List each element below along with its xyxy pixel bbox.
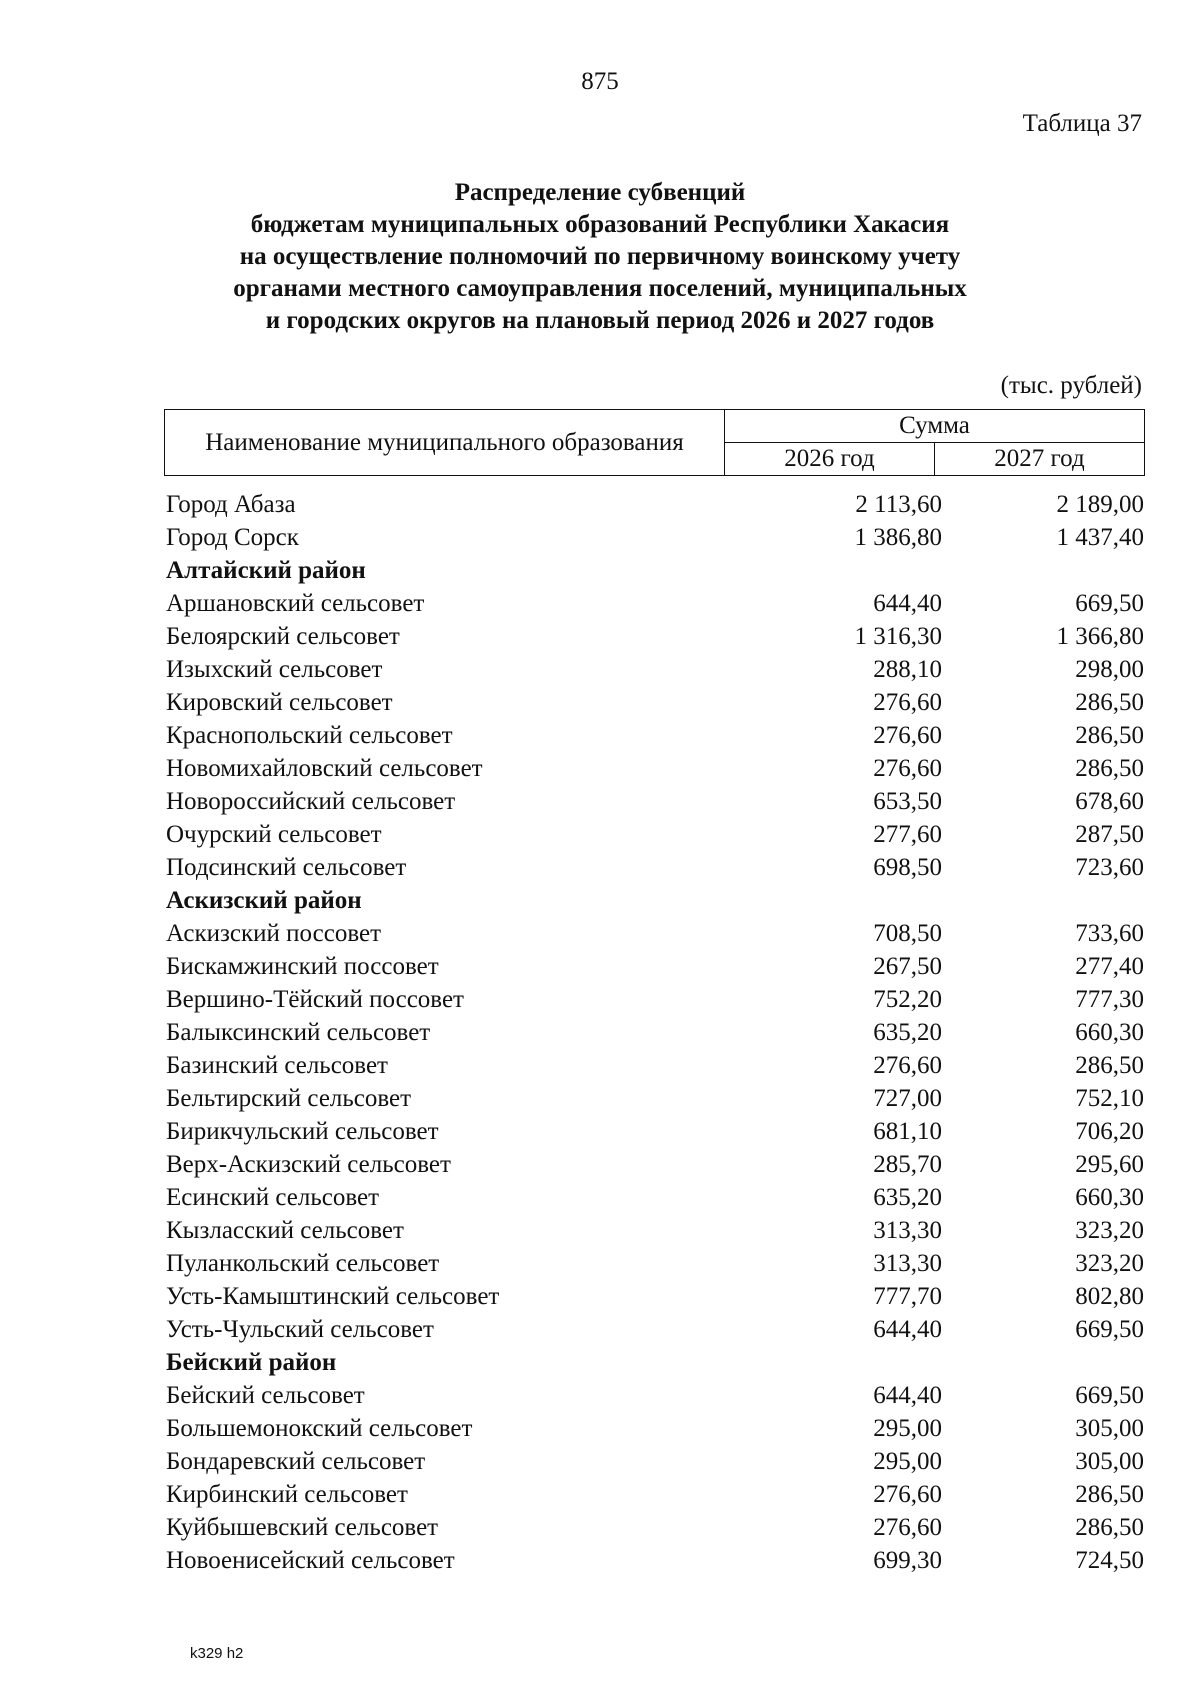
- footer-code: k329 h2: [190, 1645, 244, 1662]
- table-header: [164, 409, 1145, 476]
- table-row: [166, 1311, 1144, 1344]
- value-2027: 305,00: [1075, 1448, 1144, 1475]
- value-2026: 2 113,60: [855, 491, 942, 518]
- table-row: [166, 486, 1144, 519]
- municipality-name: Новороссийский сельсовет: [166, 788, 456, 815]
- value-2027: 286,50: [1075, 1481, 1144, 1508]
- title-line: бюджетам муниципальных образований Республики Хакасия: [250, 211, 950, 238]
- table-row: [166, 915, 1144, 948]
- value-2026: 276,60: [873, 689, 942, 716]
- value-2027: 323,20: [1075, 1217, 1144, 1244]
- municipality-name: Бирикчульский сельсовет: [166, 1118, 439, 1145]
- table-row: [166, 981, 1144, 1014]
- municipality-name: Усть-Камыштинский сельсовет: [166, 1283, 500, 1310]
- municipality-name: Бондаревский сельсовет: [166, 1448, 426, 1475]
- value-2026: 644,40: [873, 1382, 942, 1409]
- value-2026: 276,60: [873, 1514, 942, 1541]
- table-row: [166, 651, 1144, 684]
- table-label: Таблица 37: [1022, 110, 1142, 137]
- value-2026: 277,60: [873, 821, 942, 848]
- value-2026: 644,40: [873, 1316, 942, 1343]
- table-row: [166, 1377, 1144, 1410]
- value-2026: 295,00: [873, 1415, 942, 1442]
- district-name: Бейский район: [166, 1349, 337, 1376]
- value-2027: 2 189,00: [1056, 491, 1144, 518]
- table-row: [166, 1278, 1144, 1311]
- value-2026: 276,60: [873, 755, 942, 782]
- municipality-name: Вершино-Тёйский поссовет: [166, 986, 464, 1013]
- municipality-name: Верх-Аскизский сельсовет: [166, 1151, 451, 1178]
- district-heading-row: [166, 1344, 1144, 1377]
- municipality-name: Кировский сельсовет: [166, 689, 393, 716]
- value-2027: 669,50: [1075, 1316, 1144, 1343]
- table-row: [166, 783, 1144, 816]
- table-row: [166, 1509, 1144, 1542]
- value-2027: 1 366,80: [1056, 623, 1144, 650]
- value-2027: 660,30: [1075, 1184, 1144, 1211]
- title-line: на осуществление полномочий по первичному воинскому учету: [239, 243, 961, 270]
- value-2027: 1 437,40: [1056, 524, 1144, 551]
- municipality-name: Подсинский сельсовет: [166, 854, 407, 881]
- table-row: [166, 717, 1144, 750]
- table-row: [166, 1047, 1144, 1080]
- table-row: [166, 750, 1144, 783]
- header-year-2027: 2027 год: [935, 443, 1145, 476]
- document-title: [0, 177, 1200, 337]
- value-2027: 277,40: [1075, 953, 1144, 980]
- value-2026: 267,50: [873, 953, 942, 980]
- municipality-name: Аскизский поссовет: [166, 920, 382, 947]
- table-row: [166, 1443, 1144, 1476]
- value-2027: 286,50: [1075, 722, 1144, 749]
- value-2027: 752,10: [1075, 1085, 1144, 1112]
- value-2026: 653,50: [873, 788, 942, 815]
- table-row: [166, 1212, 1144, 1245]
- municipality-name: Краснопольский сельсовет: [166, 722, 453, 749]
- value-2026: 1 386,80: [854, 524, 942, 551]
- table-row: [166, 948, 1144, 981]
- table-row: [166, 618, 1144, 651]
- municipality-name: Город Абаза: [166, 491, 296, 518]
- units-label: (тыс. рублей): [1000, 372, 1142, 399]
- table-body: [166, 486, 1144, 1575]
- title-line: органами местного самоуправления поселений, муниципальных: [233, 275, 967, 302]
- value-2026: 295,00: [873, 1448, 942, 1475]
- value-2027: 286,50: [1075, 1514, 1144, 1541]
- title-line: и городских округов на плановый период 2026 и 2027 годов: [265, 307, 935, 334]
- value-2026: 708,50: [873, 920, 942, 947]
- page-number: 875: [581, 68, 619, 95]
- value-2027: 287,50: [1075, 821, 1144, 848]
- value-2027: 286,50: [1075, 1052, 1144, 1079]
- value-2026: 698,50: [873, 854, 942, 881]
- municipality-name: Белоярский сельсовет: [166, 623, 400, 650]
- value-2027: 706,20: [1075, 1118, 1144, 1145]
- value-2026: 635,20: [873, 1184, 942, 1211]
- table-row: [166, 1014, 1144, 1047]
- value-2027: 660,30: [1075, 1019, 1144, 1046]
- value-2026: 288,10: [873, 656, 942, 683]
- value-2026: 635,20: [873, 1019, 942, 1046]
- value-2027: 305,00: [1075, 1415, 1144, 1442]
- value-2027: 802,80: [1075, 1283, 1144, 1310]
- municipality-name: Большемонокский сельсовет: [166, 1415, 473, 1442]
- table-row: [166, 1410, 1144, 1443]
- table-row: [166, 1113, 1144, 1146]
- district-heading-row: [166, 552, 1144, 585]
- value-2026: 276,60: [873, 1481, 942, 1508]
- municipality-name: Усть-Чульский сельсовет: [166, 1316, 434, 1343]
- value-2027: 723,60: [1075, 854, 1144, 881]
- table-row: [166, 1080, 1144, 1113]
- municipality-name: Город Сорск: [166, 524, 299, 551]
- table-row: [166, 519, 1144, 552]
- title-line: Распределение субвенций: [454, 179, 746, 206]
- value-2027: 669,50: [1075, 1382, 1144, 1409]
- value-2026: 276,60: [873, 722, 942, 749]
- header-name-column: Наименование муниципального образования: [165, 410, 725, 476]
- municipality-name: Бейский сельсовет: [166, 1382, 365, 1409]
- table-row: [166, 1245, 1144, 1278]
- value-2026: 313,30: [873, 1250, 942, 1277]
- municipality-name: Новомихайловский сельсовет: [166, 755, 483, 782]
- district-name: Алтайский район: [166, 557, 366, 584]
- district-name: Аскизский район: [166, 887, 362, 914]
- header-year-2026: 2026 год: [725, 443, 935, 476]
- table-row: [166, 1179, 1144, 1212]
- value-2027: 678,60: [1075, 788, 1144, 815]
- table-row: [166, 684, 1144, 717]
- table-row: [166, 1476, 1144, 1509]
- value-2027: 777,30: [1075, 986, 1144, 1013]
- value-2027: 724,50: [1075, 1547, 1144, 1574]
- table-row: [166, 849, 1144, 882]
- municipality-name: Изыхский сельсовет: [166, 656, 383, 683]
- municipality-name: Пуланкольский сельсовет: [166, 1250, 440, 1277]
- value-2026: 313,30: [873, 1217, 942, 1244]
- value-2026: 681,10: [873, 1118, 942, 1145]
- value-2026: 752,20: [873, 986, 942, 1013]
- municipality-name: Куйбышевский сельсовет: [166, 1514, 439, 1541]
- value-2027: 323,20: [1075, 1250, 1144, 1277]
- table-row: [166, 585, 1144, 618]
- value-2027: 733,60: [1075, 920, 1144, 947]
- table-row: [166, 1146, 1144, 1179]
- municipality-name: Есинский сельсовет: [166, 1184, 380, 1211]
- value-2027: 298,00: [1075, 656, 1144, 683]
- value-2027: 669,50: [1075, 590, 1144, 617]
- value-2026: 276,60: [873, 1052, 942, 1079]
- value-2026: 644,40: [873, 590, 942, 617]
- value-2027: 286,50: [1075, 755, 1144, 782]
- district-heading-row: [166, 882, 1144, 915]
- table-row: [166, 816, 1144, 849]
- municipality-name: Новоенисейский сельсовет: [166, 1547, 455, 1574]
- municipality-name: Очурский сельсовет: [166, 821, 382, 848]
- municipality-name: Балыксинский сельсовет: [166, 1019, 431, 1046]
- value-2026: 699,30: [873, 1547, 942, 1574]
- value-2027: 295,60: [1075, 1151, 1144, 1178]
- table-row: [166, 1542, 1144, 1575]
- municipality-name: Бельтирский сельсовет: [166, 1085, 412, 1112]
- value-2026: 1 316,30: [854, 623, 942, 650]
- value-2027: 286,50: [1075, 689, 1144, 716]
- municipality-name: Аршановский сельсовет: [166, 590, 425, 617]
- value-2026: 777,70: [873, 1283, 942, 1310]
- municipality-name: Кызласский сельсовет: [166, 1217, 404, 1244]
- municipality-name: Базинский сельсовет: [166, 1052, 388, 1079]
- value-2026: 727,00: [873, 1085, 942, 1112]
- value-2026: 285,70: [873, 1151, 942, 1178]
- municipality-name: Кирбинский сельсовет: [166, 1481, 408, 1508]
- header-sum: Сумма: [725, 410, 1145, 443]
- municipality-name: Бискамжинский поссовет: [166, 953, 439, 980]
